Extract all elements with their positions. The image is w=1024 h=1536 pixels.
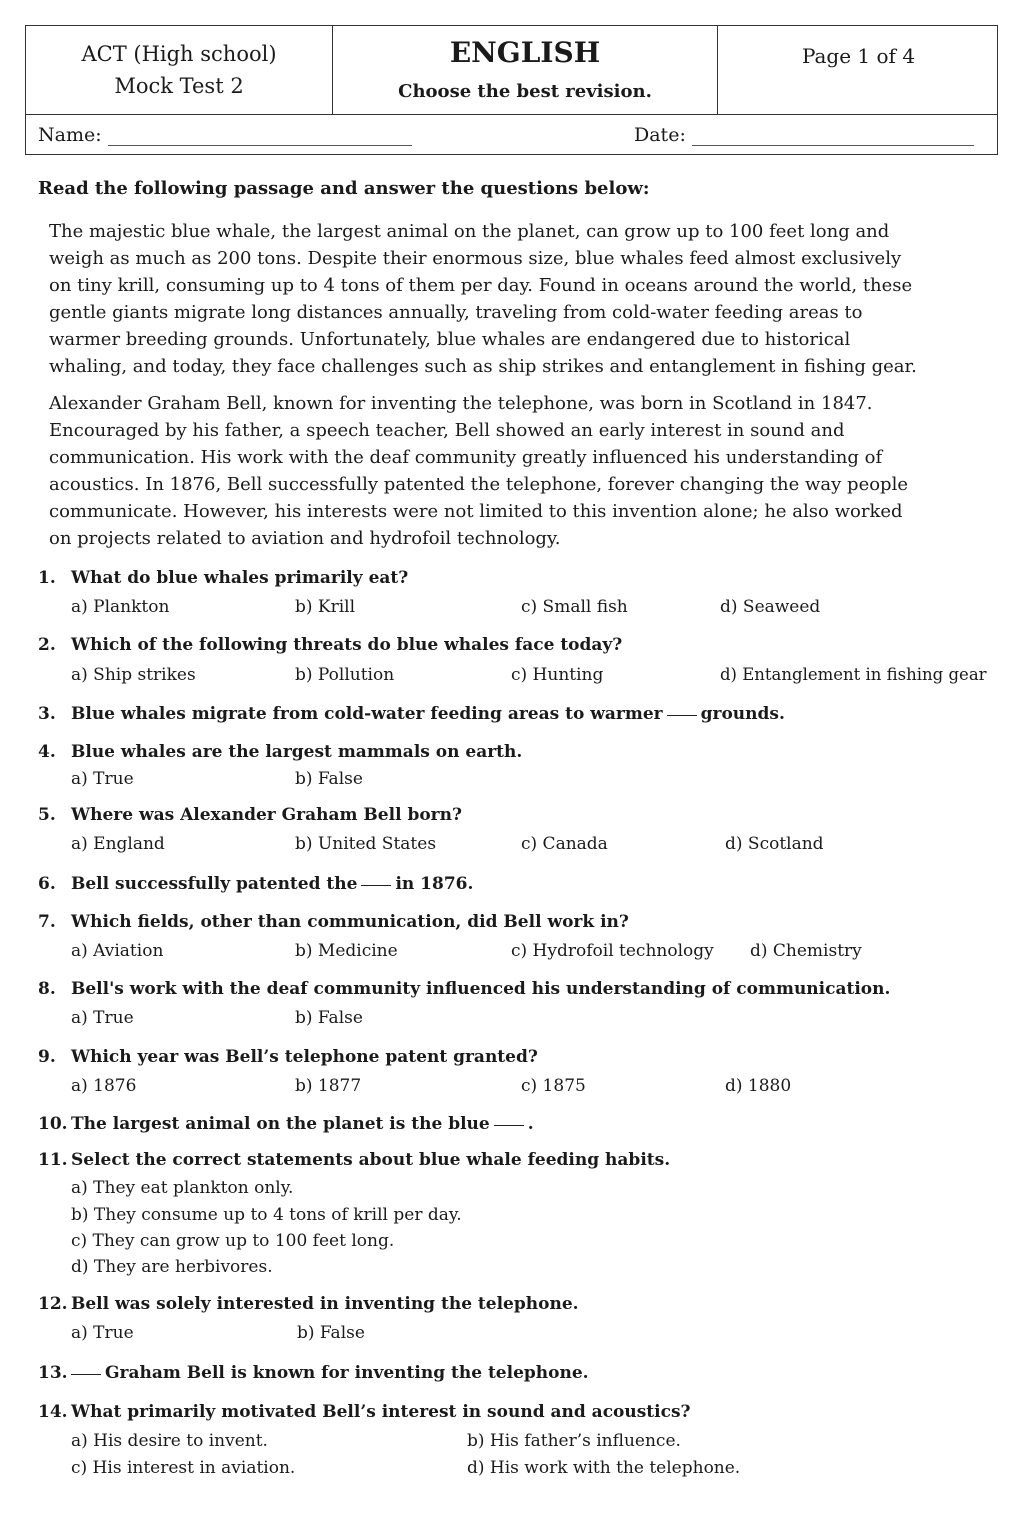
question-10 (38, 1114, 534, 1134)
question-text-after: in 1876. (395, 874, 474, 894)
question-text-after: grounds. (700, 704, 785, 724)
q11-option-b[interactable]: b) They consume up to 4 tons of krill per day. (71, 1205, 462, 1225)
question-number: 12. (38, 1294, 68, 1314)
question-2 (38, 635, 622, 655)
q7-option-d[interactable]: d) Chemistry (750, 941, 862, 961)
question-text: Which fields, other than communication, did Bell work in? (71, 912, 629, 932)
q5-option-d[interactable]: d) Scotland (725, 834, 824, 854)
header-top-row (26, 26, 997, 115)
subject-cell (333, 26, 718, 114)
q1-option-b[interactable]: b) Krill (295, 597, 356, 617)
question-number: 14. (38, 1402, 68, 1422)
question-text: What primarily motivated Bell’s interest in sound and acoustics? (71, 1402, 691, 1422)
q11-option-c[interactable]: c) They can grow up to 100 feet long. (71, 1231, 395, 1251)
q2-option-d[interactable]: d) Entanglement in fishing gear (720, 665, 987, 684)
q1-option-a[interactable]: a) Plankton (71, 597, 170, 617)
question-7 (38, 912, 629, 932)
question-text: Select the correct statements about blue whale feeding habits. (71, 1150, 671, 1170)
q14-option-c[interactable]: c) His interest in aviation. (71, 1458, 296, 1478)
question-number: 11. (38, 1150, 68, 1170)
question-number: 2. (38, 635, 56, 655)
question-14 (38, 1402, 691, 1422)
question-text-before: Bell successfully patented the (71, 874, 358, 894)
q4-option-a[interactable]: a) True (71, 769, 134, 789)
q12-option-a[interactable]: a) True (71, 1323, 134, 1343)
q9-option-c[interactable]: c) 1875 (521, 1076, 586, 1096)
passage-blue-whale: The majestic blue whale, the largest animal on the planet, can grow up to 100 feet long and weigh as much as 200 tons. Despite their enormous size, blue whales feed almost exclusively on tiny krill, consuming up to 4 tons of them per day. Found in oceans around the world, these gentle giants migrate long distances annually, traveling from cold-water feeding areas to warmer breeding grounds. Unfortunately, blue whales are endangered due to historical whaling, and today, they face challenges such as ship strikes and entanglement in fishing gear. (49, 221, 917, 377)
q8-option-a[interactable]: a) True (71, 1008, 134, 1028)
question-text: Bell was solely interested in inventing the telephone. (71, 1294, 579, 1314)
answer-blank[interactable] (667, 714, 697, 716)
exam-name: ACT (High school) (81, 42, 277, 66)
question-number: 1. (38, 568, 56, 588)
question-12 (38, 1294, 579, 1314)
subject-title: ENGLISH (449, 36, 601, 69)
q9-option-d[interactable]: d) 1880 (725, 1076, 792, 1096)
q2-option-a[interactable]: a) Ship strikes (71, 665, 196, 685)
question-5 (38, 805, 462, 825)
question-number: 4. (38, 742, 56, 762)
question-4 (38, 742, 522, 762)
page-number: Page 1 of 4 (801, 44, 916, 68)
question-8 (38, 979, 890, 999)
q14-option-b[interactable]: b) His father’s influence. (467, 1431, 681, 1451)
question-13 (38, 1363, 589, 1383)
passage-instruction: Read the following passage and answer the questions below: (38, 178, 650, 199)
question-9 (38, 1047, 538, 1067)
question-number: 13. (38, 1363, 68, 1383)
question-text: Which year was Bell’s telephone patent granted? (71, 1047, 538, 1067)
question-number: 6. (38, 874, 56, 894)
q5-option-c[interactable]: c) Canada (521, 834, 608, 854)
q7-option-a[interactable]: a) Aviation (71, 941, 164, 961)
q9-option-b[interactable]: b) 1877 (295, 1076, 362, 1096)
q11-option-d[interactable]: d) They are herbivores. (71, 1257, 273, 1277)
name-label: Name: (38, 124, 102, 146)
q2-option-b[interactable]: b) Pollution (295, 665, 395, 685)
passage-bell: Alexander Graham Bell, known for inventing the telephone, was born in Scotland in 1847. Encouraged by his father, a speech teacher, Bell showed an early interest in sound and communication. His work with the deaf community greatly influenced his understanding of acoustics. In 1876, Bell successfully patented the telephone, forever changing the way people communicate. However, his interests were not limited to this invention alone; he also worked on projects related to aviation and hydrofoil technology. (49, 393, 908, 549)
question-text: Which of the following threats do blue whales face today? (71, 635, 623, 655)
answer-blank[interactable] (494, 1124, 524, 1126)
q5-option-b[interactable]: b) United States (295, 834, 437, 854)
question-number: 3. (38, 704, 56, 724)
name-field-line[interactable] (108, 145, 412, 146)
date-label: Date: (634, 124, 686, 146)
mock-test-number: Mock Test 2 (114, 74, 244, 98)
q1-option-c[interactable]: c) Small fish (521, 597, 628, 617)
q5-option-a[interactable]: a) England (71, 834, 165, 854)
question-3 (38, 704, 785, 724)
question-text: Bell's work with the deaf community influenced his understanding of communication. (71, 979, 891, 999)
question-number: 9. (38, 1047, 56, 1067)
question-11 (38, 1150, 670, 1170)
question-text: What do blue whales primarily eat? (71, 568, 409, 588)
question-text: Where was Alexander Graham Bell born? (71, 805, 462, 825)
question-text: Blue whales are the largest mammals on earth. (71, 742, 523, 762)
date-field-line[interactable] (692, 145, 974, 146)
q7-option-c[interactable]: c) Hydrofoil technology (511, 941, 714, 961)
answer-blank[interactable] (71, 1373, 101, 1375)
question-text-before: Blue whales migrate from cold-water feeding areas to warmer (71, 704, 663, 724)
subject-instruction: Choose the best revision. (398, 81, 652, 102)
q14-option-a[interactable]: a) His desire to invent. (71, 1431, 268, 1451)
question-number: 5. (38, 805, 56, 825)
q1-option-d[interactable]: d) Seaweed (720, 597, 821, 617)
page-cell (718, 26, 999, 114)
question-number: 10. (38, 1114, 68, 1134)
test-header (25, 25, 998, 155)
q12-option-b[interactable]: b) False (297, 1323, 365, 1343)
q11-option-a[interactable]: a) They eat plankton only. (71, 1178, 294, 1198)
question-text-after: Graham Bell is known for inventing the telephone. (105, 1363, 589, 1383)
question-6 (38, 874, 473, 894)
question-text-after: . (527, 1114, 534, 1134)
answer-blank[interactable] (361, 884, 391, 886)
question-number: 8. (38, 979, 56, 999)
name-date-row (26, 114, 997, 154)
q4-option-b[interactable]: b) False (295, 769, 363, 789)
q2-option-c[interactable]: c) Hunting (511, 665, 604, 685)
exam-info-cell (26, 26, 333, 114)
q14-option-d[interactable]: d) His work with the telephone. (467, 1458, 741, 1478)
question-number: 7. (38, 912, 56, 932)
question-text-before: The largest animal on the planet is the blue (71, 1114, 490, 1134)
q7-option-b[interactable]: b) Medicine (295, 941, 398, 961)
q9-option-a[interactable]: a) 1876 (71, 1076, 137, 1096)
q8-option-b[interactable]: b) False (295, 1008, 363, 1028)
question-1 (38, 568, 408, 588)
